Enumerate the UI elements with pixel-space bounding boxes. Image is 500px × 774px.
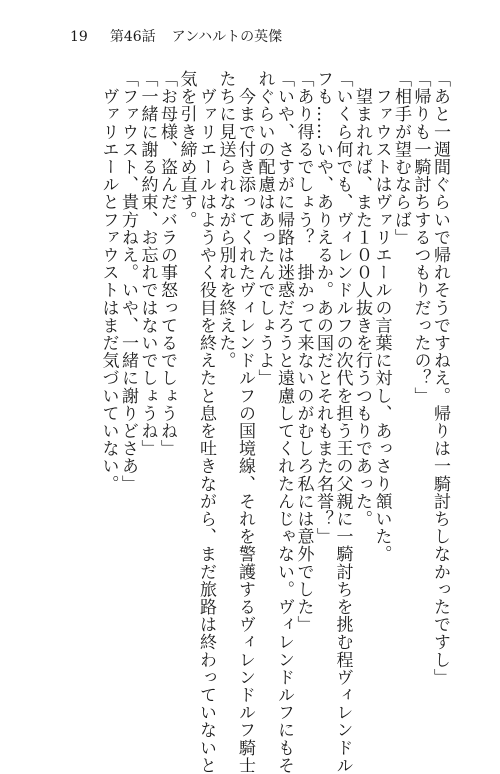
text-column: 「相手が望むならば」 [391, 70, 411, 246]
text-column: 「ファウスト、貴方ねえ。いや、一緒に謝りどさあ」 [118, 70, 138, 493]
text-column: ヴァリエールとファウストはまだ気づいていない。 [98, 70, 119, 493]
chapter-number: 第46話 [109, 29, 156, 45]
text-column: 「帰りも一騎討ちするつもりだったの？」 [410, 70, 431, 405]
text-column: 「一緒に謝る約束、お忘れではないでしょうね」 [137, 70, 158, 458]
text-column: 今まで付き添ってくれたヴィレンドルフの国境線、それを警護するヴィレンドルフ騎士 [235, 70, 255, 774]
text-column: 気を引き締め直す。 [176, 70, 197, 229]
vertical-text-body [98, 70, 450, 774]
text-column: れぐらいの配慮はあったんでしょうよ」 [254, 70, 275, 387]
running-header [70, 26, 282, 46]
text-column: フも……いや、ありえるか。あの国だとそれもまた名誉？」 [313, 70, 333, 546]
chapter-title: アンハルトの英傑 [171, 29, 283, 45]
text-column: 「いくら何でも、ヴィレンドルフの次代を担う王の父親に一騎討ちを挑む程ヴィレンドル [332, 70, 353, 774]
page-number: 19 [70, 29, 88, 45]
text-column: たちに見送られながら別れを終えた。 [215, 70, 236, 370]
text-column: 望まれれば、また１００人抜きを行うつもりであった。 [352, 70, 372, 528]
text-column: ヴァリエールはようやく役目を終えたと息を吐きながら、まだ旅路は終わっていないと [196, 70, 216, 774]
text-column: 「いや、さすがに帰路は迷惑だろうと遠慮してくれたんじゃない。ヴィレンドルフにもそ [274, 70, 294, 774]
text-column: 「あと一週間ぐらいで帰れそうですねえ。帰りは一騎討ちしなかったですし」 [430, 70, 450, 686]
text-column: 「お母様、盗んだバラの事怒ってるでしょうね」 [157, 70, 177, 458]
text-column: ファウストはヴァリエールの言葉に対し、あっさり頷いた。 [371, 70, 392, 563]
text-column: 「あり得るでしょう？ 掛かって来ないのがむしろ私には意外でした」 [293, 70, 314, 634]
